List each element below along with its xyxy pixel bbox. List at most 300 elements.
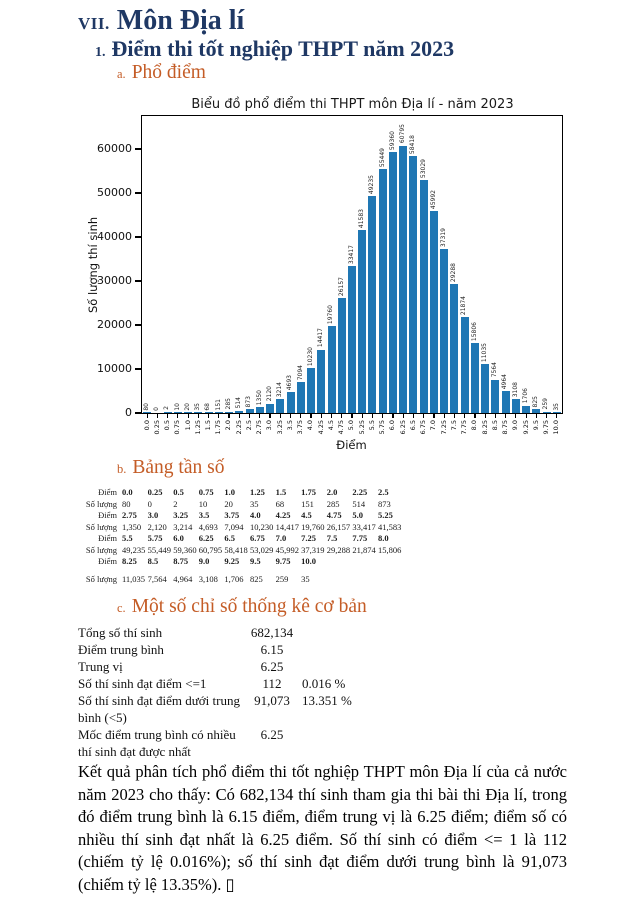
freq-count-cell: 4,964: [173, 573, 193, 584]
bar-value-label: 19760: [327, 304, 335, 325]
x-axis-tick: [556, 414, 557, 418]
x-tick-label: 7.75: [460, 420, 469, 435]
stat-row: [78, 692, 498, 726]
x-axis-tick: [341, 414, 342, 418]
freq-row-label: Số lượng: [85, 521, 117, 532]
chart-bar: [338, 298, 346, 413]
chart-bar: [276, 399, 284, 413]
bar-value-label: 285: [224, 398, 232, 410]
freq-score-cell: 9.5: [249, 556, 261, 566]
x-axis-tick: [249, 414, 250, 418]
chart-bar: [440, 249, 448, 413]
freq-count-cell: 0: [147, 498, 152, 509]
chart-bar: [389, 152, 397, 413]
bar-value-label: 3108: [511, 382, 519, 398]
freq-score-cell: 1.0: [224, 487, 235, 497]
bar-value-label: 514: [235, 397, 243, 409]
x-tick-label: 6.0: [388, 420, 397, 431]
stat-row: [78, 658, 498, 675]
chart-bar: [512, 399, 520, 413]
freq-score-cell: 10.0: [301, 556, 317, 566]
freq-count-cell: 35: [301, 573, 310, 584]
bar-value-label: 21874: [460, 295, 468, 315]
freq-score-cell: 3.25: [173, 510, 189, 520]
chart-bar: [543, 412, 551, 413]
freq-score-row: [84, 510, 404, 522]
freq-score-row: [84, 487, 404, 499]
bar-value-label: 20: [183, 402, 191, 411]
freq-row-label: Điểm: [98, 510, 117, 520]
freq-score-row: [84, 556, 404, 568]
chart-bar: [307, 368, 315, 413]
subsection-b-title: Bảng tần số: [132, 457, 225, 478]
freq-count-row: [84, 545, 404, 557]
x-tick-label: 8.25: [480, 420, 489, 435]
x-axis-tick: [362, 414, 363, 418]
freq-count-cell: 55,449: [147, 544, 171, 555]
stat-row: [78, 675, 498, 692]
stat-label: Số thí sinh đạt điểm <=1: [78, 676, 207, 691]
stat-percent: 13.351 %: [302, 693, 352, 708]
x-axis-tick: [208, 414, 209, 418]
freq-score-cell: 4.5: [301, 510, 312, 520]
freq-count-cell: 3,108: [198, 573, 218, 584]
freq-count-cell: 49,235: [122, 544, 146, 555]
chart-bar: [184, 412, 192, 413]
freq-count-cell: 259: [275, 573, 289, 584]
x-tick-label: 1.25: [193, 420, 202, 435]
y-axis-tick: [135, 280, 141, 281]
x-tick-label: 6.5: [408, 420, 417, 431]
subsection-c-letter: c.: [117, 601, 126, 615]
freq-count-cell: 825: [249, 573, 263, 584]
stat-value: 6.15: [260, 642, 284, 657]
freq-score-cell: 7.0: [275, 533, 287, 543]
x-tick-label: 6.75: [419, 420, 428, 435]
bar-value-label: 58418: [409, 134, 417, 154]
section-numeral: 1.: [95, 45, 106, 60]
chapter-numeral: VII.: [78, 14, 110, 33]
chart-bar: [266, 404, 274, 413]
freq-score-cell: 5.25: [377, 510, 393, 520]
freq-count-cell: 21,874: [352, 544, 376, 555]
chart-bar: [225, 412, 233, 413]
chart-bar: [409, 156, 417, 413]
x-axis-tick: [392, 414, 393, 418]
freq-score-cell: 5.5: [122, 533, 133, 543]
freq-count-cell: 3,214: [173, 521, 193, 532]
chart-bar: [164, 412, 172, 413]
freq-score-cell: 9.75: [275, 556, 291, 566]
y-tick-label: 10000: [97, 362, 132, 375]
chart-bar: [502, 391, 510, 413]
chart-title: Biểu đồ phổ điểm thi THPT môn Địa lí - năm 2023: [191, 97, 514, 112]
x-tick-label: 5.5: [367, 420, 376, 431]
chart-bar: [491, 380, 499, 413]
chart-bar: [215, 412, 223, 413]
stat-value: 6.25: [260, 659, 284, 674]
freq-score-cell: 2.5: [377, 487, 389, 497]
freq-count-cell: 7,094: [224, 521, 244, 532]
freq-score-cell: [327, 556, 353, 568]
frequency-table: [84, 487, 404, 585]
subsection-c-heading: [117, 596, 367, 618]
chart-bar: [450, 284, 458, 413]
x-tick-label: 4.75: [337, 420, 346, 435]
y-tick-label: 0: [125, 406, 132, 419]
bar-value-label: 873: [245, 395, 253, 408]
chart-bar: [471, 343, 479, 413]
stat-value: 682,134: [250, 625, 294, 640]
freq-count-cell: 514: [352, 498, 366, 509]
chart-bar: [174, 412, 182, 413]
chart-bar: [246, 409, 254, 413]
freq-score-cell: 7.75: [352, 533, 368, 543]
bar-value-label: 0: [153, 407, 161, 411]
bar-value-label: 45992: [429, 189, 437, 209]
x-tick-label: 3.25: [275, 420, 284, 435]
chapter-heading: [78, 5, 244, 37]
y-tick-label: 50000: [97, 186, 132, 199]
chart-bar: [430, 211, 438, 413]
x-axis-tick: [188, 414, 189, 418]
freq-count-cell: 80: [122, 498, 131, 509]
bar-value-label: 35: [194, 402, 202, 411]
freq-count-cell: 41,583: [377, 521, 402, 532]
freq-score-cell: 9.25: [224, 556, 240, 566]
y-axis-tick: [135, 148, 141, 149]
freq-count-cell: 60,795: [198, 544, 223, 555]
chart-bar: [532, 409, 540, 413]
chart-bar: [235, 411, 243, 413]
x-tick-label: 1.75: [214, 420, 223, 435]
x-tick-label: 10.0: [552, 420, 561, 435]
x-axis-tick: [454, 414, 455, 418]
x-axis-tick: [485, 414, 486, 418]
freq-count-cell: 10: [198, 498, 208, 509]
x-axis-tick: [505, 414, 506, 418]
chart-bar: [368, 196, 376, 413]
chart-bar: [461, 317, 469, 413]
chart-bar: [348, 266, 356, 413]
bar-value-label: 37319: [440, 227, 447, 247]
x-axis-tick: [321, 414, 322, 418]
x-axis-tick: [433, 414, 434, 418]
freq-score-cell: 0.25: [147, 487, 163, 497]
bar-value-label: 80: [142, 402, 150, 411]
x-tick-label: 2.75: [255, 420, 264, 435]
x-axis-tick: [157, 414, 158, 418]
freq-score-cell: 4.75: [326, 510, 342, 520]
chart-plot-area: [141, 115, 563, 414]
freq-score-cell: 7.25: [301, 533, 317, 543]
x-tick-label: 8.75: [501, 420, 510, 435]
x-axis-tick: [464, 414, 465, 418]
bar-value-label: 29288: [450, 263, 458, 283]
freq-score-cell: 8.0: [377, 533, 389, 543]
freq-count-row: [84, 499, 404, 511]
chart-bar: [553, 412, 561, 413]
x-tick-label: 1.0: [183, 420, 192, 431]
x-tick-label: 4.5: [326, 420, 335, 431]
freq-count-cell: 33,417: [352, 521, 376, 532]
chart-bar: [522, 406, 530, 414]
x-axis-tick: [546, 414, 547, 418]
x-tick-label: 0.5: [163, 420, 171, 431]
bar-value-label: 4964: [501, 373, 509, 390]
bar-value-label: 55449: [378, 147, 386, 168]
x-tick-label: 5.75: [378, 420, 387, 435]
x-tick-label: 3.5: [285, 420, 294, 431]
x-axis-tick: [331, 414, 332, 418]
freq-count-cell: 1,706: [224, 573, 244, 584]
subsection-b-letter: b.: [117, 462, 127, 476]
x-tick-label: 2.0: [224, 420, 233, 431]
x-tick-label: 9.5: [531, 420, 540, 431]
bar-value-label: 3214: [276, 381, 284, 397]
stat-value: 91,073: [254, 693, 290, 708]
freq-score-cell: 0.5: [173, 487, 184, 497]
freq-count-cell: 37,319: [301, 544, 325, 555]
freq-score-cell: 3.0: [147, 510, 159, 520]
freq-count-cell: 58,418: [224, 544, 248, 555]
y-tick-label: 20000: [97, 318, 132, 331]
freq-score-cell: 1.5: [275, 487, 287, 497]
x-tick-label: 0.75: [173, 420, 182, 435]
x-axis-tick: [310, 414, 311, 418]
x-axis-tick: [300, 414, 301, 418]
freq-score-cell: 2.0: [326, 487, 338, 497]
stat-value: 112: [262, 676, 282, 691]
stat-label: Điểm trung bình: [78, 642, 164, 657]
freq-score-cell: [352, 556, 378, 568]
freq-count-cell: 285: [326, 498, 340, 509]
y-tick-label: 30000: [97, 274, 132, 287]
bar-value-label: 60795: [399, 124, 407, 144]
bar-value-label: 1350: [255, 389, 263, 406]
x-axis-tick: [403, 414, 404, 418]
x-axis-tick: [259, 414, 260, 418]
freq-score-cell: 9.0: [198, 556, 210, 566]
freq-count-cell: 53,029: [249, 544, 274, 555]
x-axis-tick: [474, 414, 475, 418]
chapter-title: Môn Địa lí: [116, 5, 245, 36]
bar-value-label: 2: [163, 406, 171, 411]
x-axis-tick: [228, 414, 229, 418]
x-tick-label: 4.0: [306, 420, 315, 431]
subsection-c-title: Một số chỉ số thống kê cơ bản: [131, 596, 367, 617]
freq-count-cell: 14,417: [275, 521, 299, 532]
x-axis-tick: [239, 414, 240, 418]
x-axis-tick: [147, 414, 148, 418]
y-axis-tick: [135, 192, 141, 193]
bar-value-label: 59360: [388, 130, 396, 150]
freq-score-cell: 8.75: [173, 556, 189, 566]
x-axis-tick: [198, 414, 199, 418]
freq-count-cell: 19,760: [301, 521, 325, 532]
x-tick-label: 8.0: [470, 420, 479, 431]
freq-row-label: Điểm: [98, 556, 117, 566]
freq-count-cell: [378, 574, 404, 586]
bar-value-label: 35: [552, 402, 560, 411]
x-tick-label: 9.75: [542, 420, 551, 435]
bar-value-label: 151: [214, 398, 222, 411]
freq-score-row: [84, 533, 404, 545]
freq-count-cell: 26,157: [326, 521, 351, 532]
x-axis-tick: [495, 414, 496, 418]
freq-row-label: Điểm: [98, 533, 117, 543]
freq-score-cell: 6.5: [224, 533, 235, 543]
x-tick-label: 0.0: [142, 420, 151, 431]
x-axis-tick: [526, 414, 527, 418]
x-tick-label: 7.0: [429, 420, 438, 431]
freq-row-label: Số lượng: [85, 573, 117, 584]
x-tick-label: 2.5: [244, 420, 253, 431]
stat-label: Số thí sinh đạt điểm dưới trung bình (<5): [78, 693, 240, 725]
y-tick-label: 60000: [97, 142, 132, 155]
freq-score-cell: 5.0: [352, 510, 363, 520]
freq-score-cell: 3.5: [198, 510, 210, 520]
subsection-b-heading: [117, 457, 224, 479]
x-axis-tick: [351, 414, 352, 418]
chart-bar: [358, 230, 366, 413]
stat-row: [78, 624, 498, 641]
bar-value-label: 49235: [368, 175, 376, 195]
chart-bar: [317, 350, 325, 413]
stat-label: Trung vị: [78, 659, 123, 674]
y-tick-label: 40000: [97, 230, 132, 243]
freq-count-cell: 151: [301, 498, 314, 509]
x-tick-label: 1.5: [203, 420, 212, 431]
freq-score-cell: 4.25: [275, 510, 291, 520]
section-heading: [95, 36, 454, 62]
freq-score-cell: 4.0: [249, 510, 261, 520]
x-axis-tick: [372, 414, 373, 418]
x-tick-label: 2.25: [234, 420, 243, 435]
statistics-list: [78, 624, 498, 760]
freq-score-cell: 8.25: [122, 556, 137, 566]
stat-label: Mốc điểm trung bình có nhiều thí sinh đạt được nhất: [78, 727, 236, 759]
freq-count-cell: 35: [249, 498, 259, 509]
freq-score-cell: 5.75: [147, 533, 163, 543]
freq-count-cell: 11,035: [122, 573, 146, 584]
freq-score-cell: 2.25: [352, 487, 368, 497]
freq-count-cell: 873: [377, 498, 391, 509]
bar-value-label: 41583: [358, 208, 366, 229]
freq-count-cell: 68: [275, 498, 285, 509]
y-axis-tick: [135, 412, 141, 413]
chart-bar: [287, 392, 295, 413]
freq-score-cell: 1.75: [301, 487, 317, 497]
subsection-a-heading: [117, 62, 206, 84]
x-tick-label: 0.25: [152, 420, 161, 435]
bar-value-label: 825: [532, 395, 540, 408]
y-axis-tick: [135, 368, 141, 369]
freq-score-cell: 0.75: [198, 487, 214, 497]
score-distribution-chart: [0, 96, 640, 458]
x-axis-tick: [536, 414, 537, 418]
stat-row: [78, 641, 498, 658]
x-axis-tick: [413, 414, 414, 418]
freq-count-cell: 2: [173, 498, 178, 509]
x-tick-label: 6.25: [398, 420, 407, 435]
chart-y-axis-label: Số lượng thí sinh: [86, 216, 100, 313]
x-tick-label: 8.5: [490, 420, 499, 431]
freq-count-cell: 2,120: [147, 521, 167, 532]
freq-count-cell: 59,360: [173, 544, 197, 555]
bar-value-label: 2120: [265, 386, 273, 402]
bar-value-label: 14417: [317, 328, 325, 348]
freq-count-cell: 4,693: [198, 521, 218, 532]
freq-count-row: [84, 574, 404, 586]
x-axis-tick: [515, 414, 516, 418]
x-axis-tick: [177, 414, 178, 418]
freq-count-cell: [327, 574, 353, 586]
bar-value-label: 68: [204, 402, 212, 411]
freq-score-cell: 2.75: [122, 510, 137, 520]
freq-count-cell: 20: [224, 498, 233, 509]
freq-score-cell: 8.5: [147, 556, 159, 566]
freq-count-row: [84, 522, 404, 534]
bar-value-label: 1706: [521, 388, 529, 404]
bar-value-label: 33417: [347, 244, 355, 264]
chart-x-axis-label: Điểm: [336, 438, 367, 452]
y-axis-tick: [135, 236, 141, 237]
analysis-paragraph: Kết quả phân tích phổ điểm thi tốt nghiệp THPT môn Địa lí của cả nước năm 2023 cho thấy: Có 682,134 thí sinh tham gia thi bài thi Địa lí, trong đó điểm trung bình là 6.15 điểm, điểm trung vị là 6.25 điểm; điểm số có nhiều thí sinh đạt nhất là 6.25 điểm. Số thí sinh có điểm <= 1 là 112 (chiếm tỷ lệ 0.016%); số thí sinh đạt điểm dưới trung bình là 91,073 (chiếm tỷ lệ 13.35%). ▯: [78, 762, 567, 894]
stat-row: [78, 726, 498, 760]
bar-value-label: 53029: [419, 158, 427, 178]
chart-bar: [256, 407, 264, 413]
x-axis-tick: [167, 414, 168, 418]
chart-bar: [420, 180, 428, 413]
x-axis-tick: [218, 414, 219, 418]
bar-value-label: 26157: [337, 276, 345, 296]
freq-count-cell: 15,806: [377, 544, 402, 555]
freq-count-cell: 29,288: [326, 544, 351, 555]
x-axis-tick: [382, 414, 383, 418]
freq-score-cell: 6.25: [198, 533, 214, 543]
chart-bar: [143, 412, 151, 413]
bar-value-label: 7564: [491, 362, 499, 378]
chart-bar: [297, 382, 305, 413]
x-tick-label: 7.5: [449, 420, 458, 431]
freq-score-cell: 6.0: [173, 533, 184, 543]
chart-bar: [399, 146, 407, 414]
bar-value-label: 4693: [286, 375, 294, 391]
freq-score-cell: 1.25: [249, 487, 265, 497]
freq-count-cell: 10,230: [249, 521, 274, 532]
x-tick-label: 9.25: [521, 420, 530, 435]
freq-count-cell: [352, 574, 378, 586]
bar-value-label: 15806: [470, 322, 478, 342]
stat-label: Tổng số thí sinh: [78, 625, 163, 640]
x-axis-tick: [269, 414, 270, 418]
y-axis-tick: [135, 324, 141, 325]
chart-bar: [205, 412, 213, 413]
x-tick-label: 3.75: [296, 420, 305, 435]
subsection-a-title: Phổ điểm: [131, 62, 206, 83]
freq-row-label: Số lượng: [85, 498, 117, 509]
section-title: Điểm thi tốt nghiệp THPT năm 2023: [111, 36, 455, 61]
bar-value-label: 10: [173, 402, 181, 411]
x-tick-label: 5.25: [357, 420, 366, 435]
x-axis-tick: [423, 414, 424, 418]
x-tick-label: 7.25: [439, 420, 448, 435]
freq-score-cell: 3.75: [224, 510, 240, 520]
chart-bar: [328, 326, 336, 413]
x-axis-tick: [290, 414, 291, 418]
subsection-a-letter: a.: [117, 67, 126, 81]
